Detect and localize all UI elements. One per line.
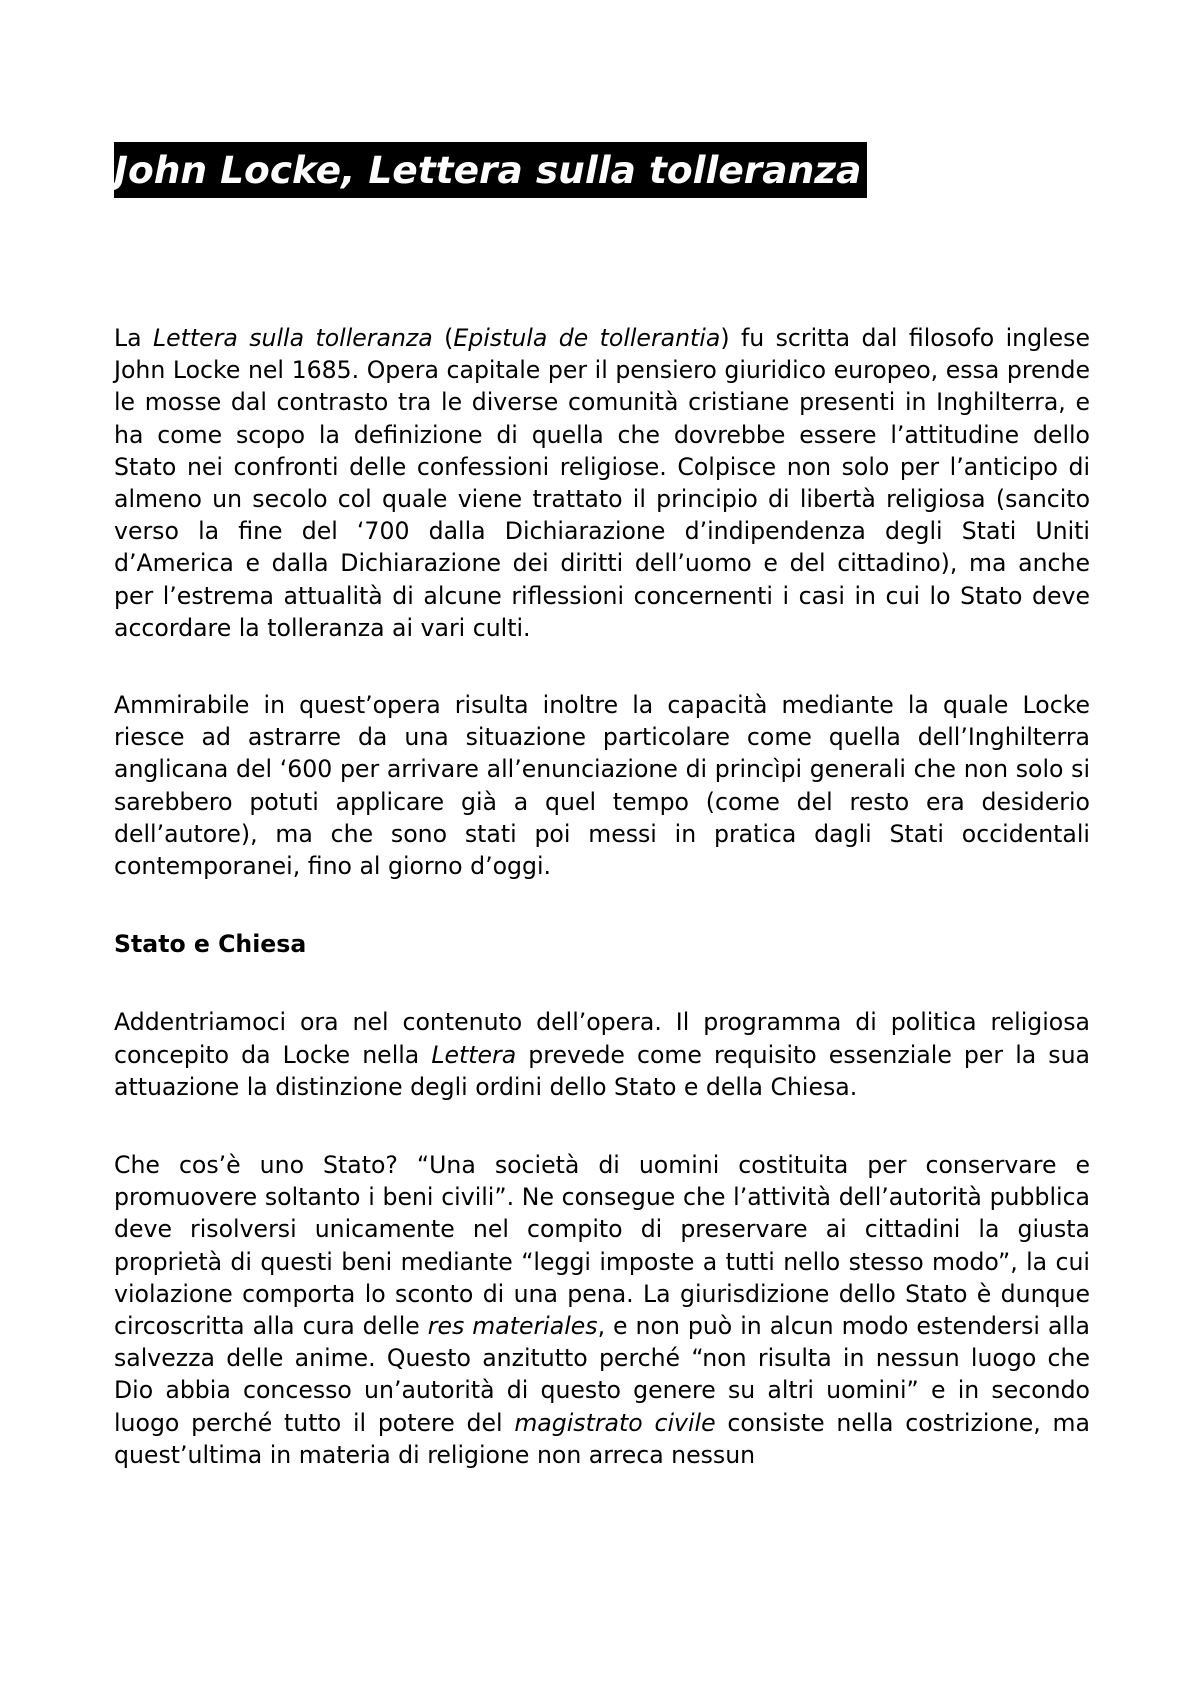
italic-run: res materiales xyxy=(427,1312,598,1341)
text-run: La xyxy=(114,324,154,352)
italic-run: magistrato civile xyxy=(514,1408,716,1437)
text-run: prevede come requisito essenziale per la sua attuazione la distinzione degli ordini dello Stato e della Chiesa. xyxy=(114,1040,1091,1101)
paragraph-intro xyxy=(114,322,1090,644)
text-run: ( xyxy=(432,324,454,352)
text-run: , e non può in alcun modo estendersi alla salvezza delle anime. Questo anzitutto perché “non risulta in nessun luogo che Dio abbia concesso un’autorità di questo genere su altri uomini” e in secondo luogo perché tutto il potere del xyxy=(114,1312,1091,1437)
italic-run: Lettera sulla tolleranza xyxy=(153,324,433,352)
text-run: consiste nella costrizione, ma quest’ultima in materia di religione non arreca nessun xyxy=(114,1408,1091,1469)
paragraph-stato xyxy=(114,1149,1090,1471)
text-run: Che cos’è uno Stato? “Una società di uomini costituita per conservare e promuovere soltanto i beni civili”. Ne consegue che l’attività dell’autorità pubblica deve risolversi unicamente nel compito di preservare ai cittadini la giusta proprietà di questi beni mediante “leggi imposte a tutti nello stesso modo”, la cui violazione comporta lo sconto di una pena. La giurisdizione dello Stato è dunque circoscritta alla cura delle xyxy=(114,1151,1090,1341)
italic-run: Epistula de tollerantia xyxy=(453,324,721,352)
document-title: John Locke, Lettera sulla tolleranza xyxy=(114,142,867,198)
paragraph-ammirabile: Ammirabile in quest’opera risulta inoltre la capacità mediante la quale Locke riesce ad astrarre da una situazione particolare come quella dell’Inghilterra anglicana del ‘600 per arrivare all’enunciazione di princìpi generali che non solo si sarebbero potuti applicare già a quel tempo (come del resto era desiderio dell’autore), ma che sono stati poi messi in pratica dagli Stati occidentali contemporanei, fino al giorno d’oggi. xyxy=(114,691,1090,881)
section-heading-stato-e-chiesa: Stato e Chiesa xyxy=(114,930,307,959)
document-body xyxy=(114,322,1090,1471)
italic-run: Lettera xyxy=(431,1040,517,1069)
paragraph-addentriamoci xyxy=(114,1006,1090,1103)
text-run: ) fu scritta dal filosofo inglese John Locke nel 1685. Opera capitale per il pensiero giuridico europeo, essa prende le mosse dal contrasto tra le diverse comunità cristiane presenti in Inghilterra, e ha come scopo la definizione di quella che dovrebbe essere l’attitudine dello Stato nei confronti delle confessioni religiose. Colpisce non solo per l’anticipo di almeno un secolo col quale viene trattato il principio di libertà religiosa (sancito verso la fine del ‘700 dalla Dichiarazione d’indipendenza degli Stati Uniti d’America e dalla Dichiarazione dei diritti dell’uomo e del cittadino), ma anche per l’estrema attualità di alcune riflessioni concernenti i casi in cui lo Stato deve accordare la tolleranza ai vari culti. xyxy=(114,324,1090,642)
text-run: Addentriamoci ora nel contenuto dell’opera. Il programma di politica religiosa concepito da Locke nella xyxy=(114,1008,1090,1069)
